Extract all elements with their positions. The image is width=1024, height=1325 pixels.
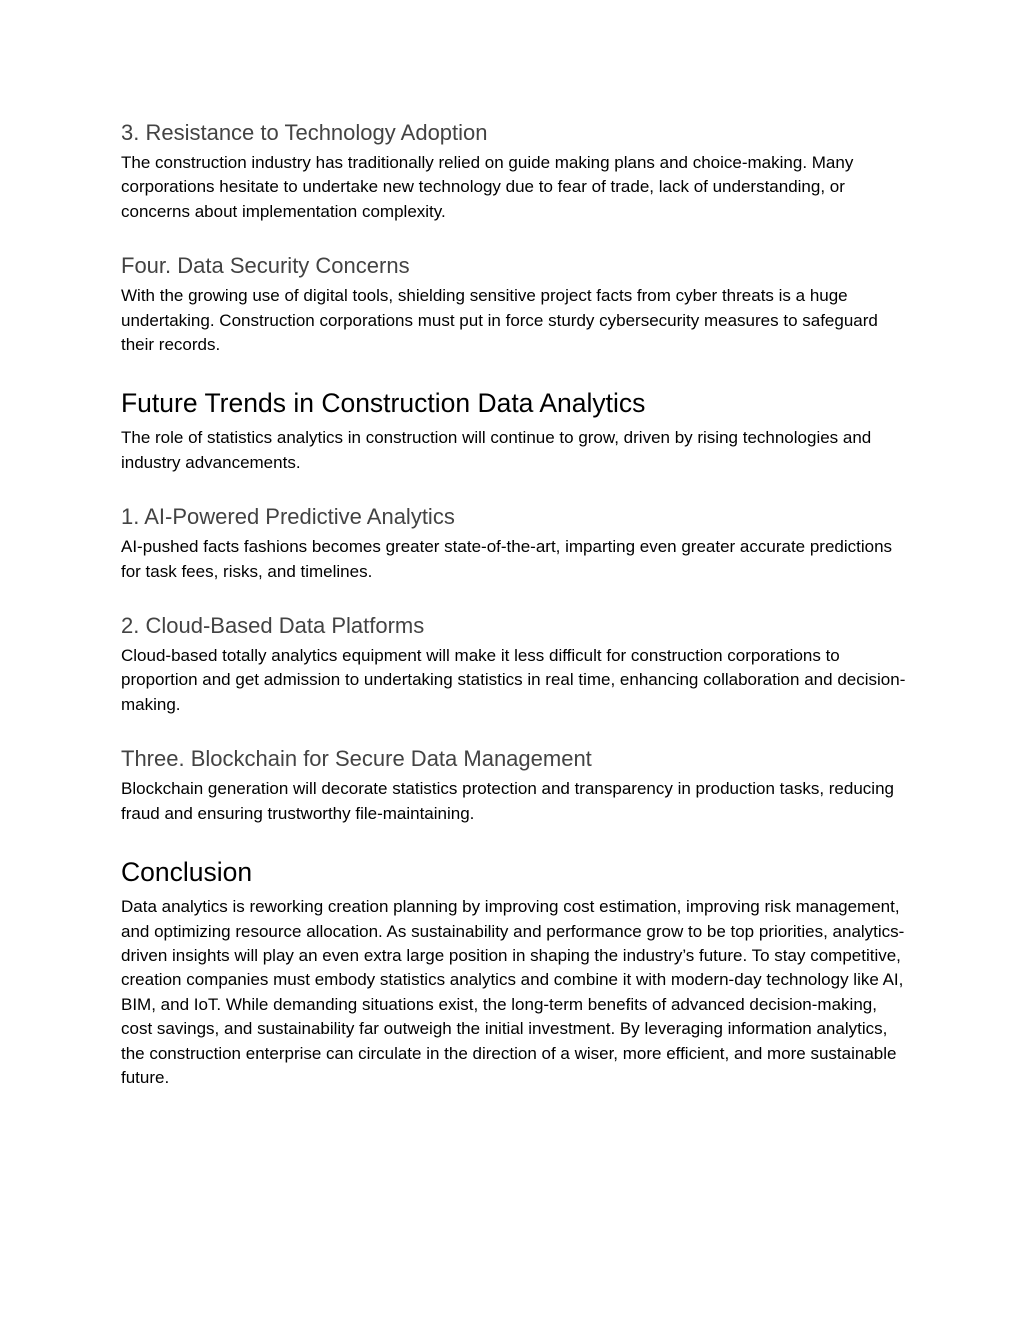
- section-conclusion: [121, 855, 911, 1090]
- spacer: [121, 717, 911, 744]
- section-paragraph: With the growing use of digital tools, shielding sensitive project facts from cyber threats is a huge undertaking. Construction corporations must put in force sturdy cybersecurity measures to safeguard their records.: [121, 286, 878, 355]
- section-heading: Three. Blockchain for Secure Data Management: [121, 746, 592, 772]
- document-page: [121, 118, 911, 1090]
- main-heading: Conclusion: [121, 857, 253, 888]
- section-paragraph: AI-pushed facts fashions becomes greater state-of-the-art, imparting even greater accurate predictions for task fees, risks, and timelines.: [121, 537, 893, 581]
- section-paragraph: Data analytics is reworking creation planning by improving cost estimation, improving risk management, and optimizing resource allocation. As sustainability and performance grow to be top priorities, analytics-driven insights will play an even extra large position in shaping the industry’s future. To stay competitive, creation companies must embody statistics analytics and combine it with modern-day technology like AI, BIM, and IoT. While demanding situations exist, the long-term benefits of advanced decision-making, cost savings, and sustainability far outweigh the initial investment. By leveraging information analytics, the construction enterprise can circulate in the direction of a wiser, more efficient, and more sustainable future.: [121, 897, 905, 1087]
- section-heading: 1. AI-Powered Predictive Analytics: [121, 504, 455, 530]
- spacer: [121, 475, 911, 502]
- section-paragraph: Cloud-based totally analytics equipment will make it less difficult for construction corporations to proportion and get admission to undertaking statistics in real time, enhancing collaboration and decision-making.: [121, 646, 906, 714]
- section-heading: 3. Resistance to Technology Adoption: [121, 120, 488, 145]
- section-paragraph: Blockchain generation will decorate statistics protection and transparency in production tasks, reducing fraud and ensuring trustworthy file-maintaining.: [121, 779, 894, 823]
- main-heading: Future Trends in Construction Data Analytics: [121, 388, 646, 419]
- section-heading: Four. Data Security Concerns: [121, 253, 410, 279]
- section-heading: 2. Cloud-Based Data Platforms: [121, 613, 425, 639]
- spacer: [121, 357, 911, 386]
- spacer: [121, 826, 911, 855]
- section-paragraph: The role of statistics analytics in construction will continue to grow, driven by rising technologies and industry advancements.: [121, 428, 872, 472]
- spacer: [121, 584, 911, 611]
- section-ai-predictive: [121, 502, 911, 584]
- spacer: [121, 224, 911, 251]
- section-cloud-platforms: [121, 611, 911, 717]
- section-future-trends: [121, 386, 911, 475]
- section-data-security: [121, 251, 911, 357]
- section-technology-adoption: [121, 118, 911, 224]
- section-blockchain: [121, 744, 911, 826]
- section-paragraph: The construction industry has traditionally relied on guide making plans and choice-making. Many corporations hesitate to undertake new technology due to fear of trade, lack of understanding, or concerns about implementation complexity.: [121, 153, 854, 221]
